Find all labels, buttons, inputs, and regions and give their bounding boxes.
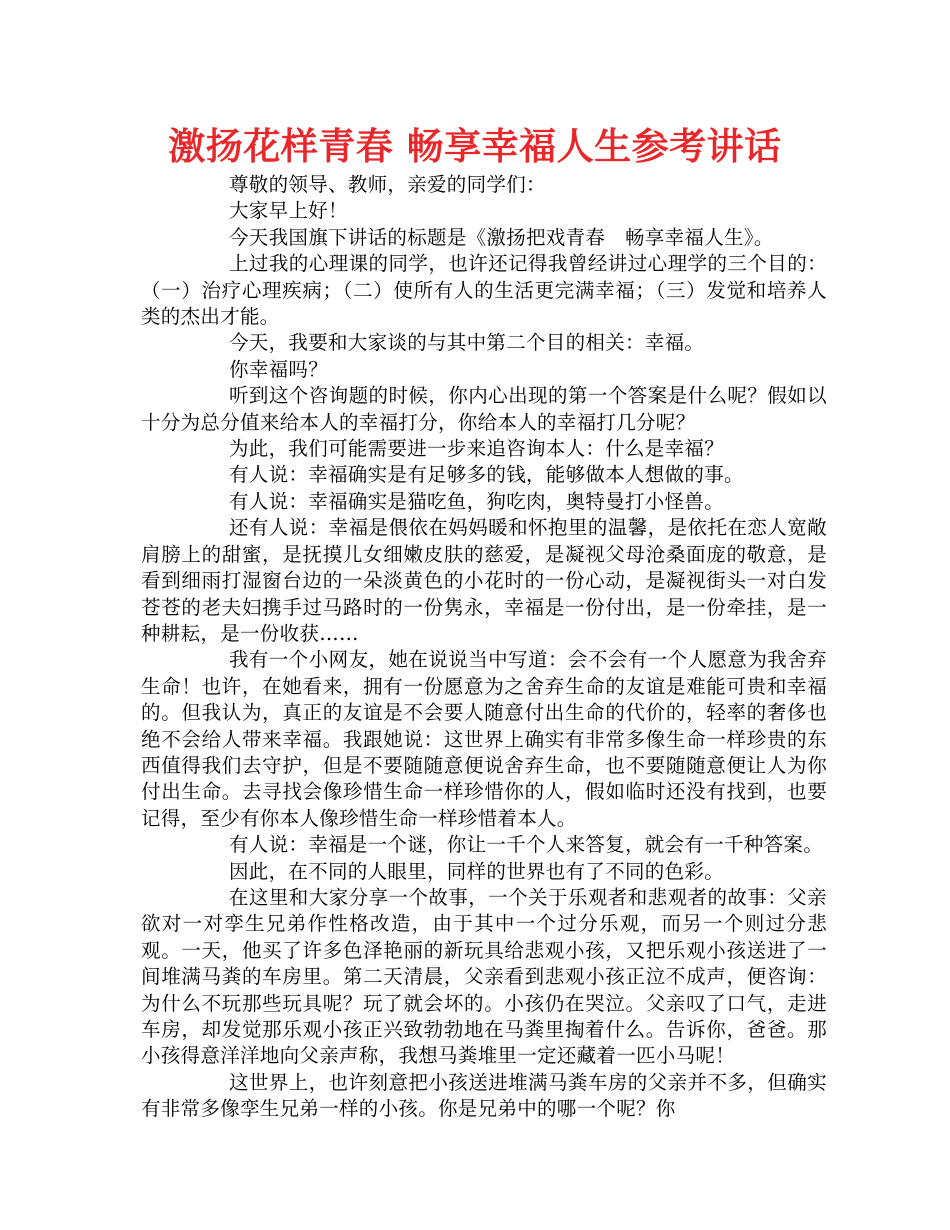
paragraph: 这世界上，也许刻意把小孩送进堆满马粪车房的父亲并不多，但确实有非常多像孪生兄弟一样的小孩。你是兄弟中的哪一个呢？你 [141, 1070, 827, 1121]
paragraph: 有人说：幸福确实是有足够多的钱，能够做本人想做的事。 [229, 463, 744, 487]
document-body [141, 172, 827, 1123]
paragraph: 你幸福吗？ [229, 357, 329, 381]
paragraph: 尊敬的领导、教师，亲爱的同学们： [229, 173, 546, 196]
document-title: 激扬花样青春 畅享幸福人生参考讲话 [168, 125, 782, 168]
paragraph: 为此，我们可能需要进一步来追咨询本人：什么是幸福？ [229, 437, 725, 461]
paragraph: 大家早上好！ [229, 199, 348, 223]
paragraph: 还有人说：幸福是偎依在妈妈暖和怀抱里的温馨，是依托在恋人宽敞肩膀上的甜蜜，是抚摸儿女细嫩皮肤的慈爱，是凝视父母沧桑面庞的敬意，是看到细雨打湿窗台边的一朵淡黄色的小花时的一份心动，是凝视街头一对白发苍苍的老夫妇携手过马路时的一份隽永，幸福是一份付出，是一份牵挂，是一种耕耘，是一份收获…… [141, 516, 827, 645]
paragraph: 今天我国旗下讲话的标题是《激扬把戏青春 畅享幸福人生》。 [229, 225, 774, 249]
paragraph: 今天，我要和大家谈的与其中第二个目的相关：幸福。 [229, 331, 705, 355]
paragraph: 有人说：幸福是一个谜，你让一千个人来答复，就会有一千种答案。 [229, 833, 824, 857]
paragraph: 上过我的心理课的同学，也许还记得我曾经讲过心理学的三个目的：（一）治疗心理疾病；（二）使所有人的生活更完满幸福；（三）发觉和培养人类的杰出才能。 [141, 252, 827, 329]
paragraph: 有人说：幸福确实是猫吃鱼，狗吃肉，奥特曼打小怪兽。 [229, 489, 725, 513]
paragraph: 我有一个小网友，她在说说当中写道：会不会有一个人愿意为我舍弃生命！也许，在她看来，拥有一份愿意为之舍弃生命的友谊是难能可贵和幸福的。但我认为，真正的友谊是不会要人随意付出生命的代价的，轻率的奢侈也绝不会给人带来幸福。我跟她说：这世界上确实有非常多像生命一样珍贵的东西值得我们去守护，但是不要随随意便说舍弃生命，也不要随随意便让人为你付出生命。去寻找会像珍惜生命一样珍惜你的人，假如临时还没有找到，也要记得，至少有你本人像珍惜生命一样珍惜着本人。 [141, 648, 827, 830]
paragraph: 听到这个咨询题的时候，你内心出现的第一个答案是什么呢？假如以十分为总分值来给本人的幸福打分，你给本人的幸福打几分呢？ [141, 384, 827, 434]
paragraph: 在这里和大家分享一个故事，一个关于乐观者和悲观者的故事：父亲欲对一对孪生兄弟作性格改造，由于其中一个过分乐观，而另一个则过分悲观。一天，他买了许多色泽艳丽的新玩具给悲观小孩，又把乐观小孩送进了一间堆满马粪的车房里。第二天清晨，父亲看到悲观小孩正泣不成声，便咨询：为什么不玩那些玩具呢？玩了就会坏的。小孩仍在哭泣。父亲叹了口气，走进车房，却发觉那乐观小孩正兴致勃勃地在马粪里掏着什么。告诉你，爸爸。那小孩得意洋洋地向父亲声称，我想马粪堆里一定还藏着一匹小马呢！ [141, 885, 827, 1068]
paragraph: 因此，在不同的人眼里，同样的世界也有了不同的色彩。 [229, 859, 725, 883]
